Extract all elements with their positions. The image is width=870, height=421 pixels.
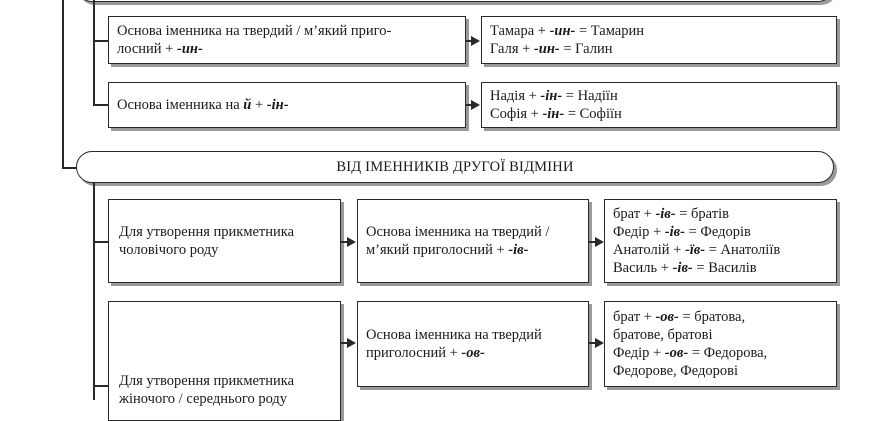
section2-group2-examples: [604, 301, 837, 387]
example-line: Федір + -ов- = Федорова,: [613, 345, 768, 361]
section1-branch-line: [93, 0, 95, 104]
example-line: Софія + -ін- = Софіїн: [490, 106, 622, 122]
main-spine-line: [62, 0, 64, 168]
suffix-text: -ин-: [177, 41, 203, 57]
section1-row2-examples: [481, 82, 837, 128]
section2-group2-rule: [357, 301, 589, 387]
example-line: братове, братові: [613, 327, 713, 343]
arrow-right-icon: [471, 100, 480, 110]
section2-group2-connector: [93, 385, 109, 387]
rule-line-1: Основа іменника на твердий / м’який приго-: [117, 23, 392, 39]
arrow-right-icon: [471, 36, 480, 46]
section2-heading-text: ВІД ІМЕННИКІВ ДРУГОЇ ВІДМІНИ: [336, 158, 574, 175]
section1-header-pill: [76, 0, 834, 2]
rule-line: Основа іменника на твердий: [366, 327, 542, 343]
section2-branch-line: [93, 183, 95, 400]
rule-line: приголосний + -ов-: [366, 345, 485, 361]
category-line: Для утворення прикметника: [119, 224, 295, 240]
rule-line-1: Основа іменника на й + -ін-: [117, 97, 289, 113]
example-line: Федір + -ів- = Федорів: [613, 224, 751, 240]
example-line: Анатолій + -їв- = Анатоліїв: [613, 242, 781, 258]
category-line: чоловічого роду: [119, 242, 219, 258]
section2-group1-rule: [357, 199, 589, 283]
section1-row2-connector: [93, 104, 109, 106]
example-line: брат + -ов- = братова,: [613, 309, 746, 325]
section2-group2-category: [108, 301, 341, 421]
arrow-right-icon: [347, 338, 356, 348]
section2-group1-connector: [93, 241, 109, 243]
example-line: брат + -ів- = братів: [613, 206, 729, 222]
arrow-right-icon: [347, 237, 356, 247]
section2-heading: [76, 151, 834, 183]
example-line: Надія + -ін- = Надіїн: [490, 88, 618, 104]
arrow-right-icon: [595, 237, 604, 247]
section1-row2-rule: [108, 82, 466, 128]
rule-line: Основа іменника на твердий /: [366, 224, 550, 240]
category-line: жіночого / середнього роду: [119, 391, 288, 407]
section1-row1-rule: [108, 16, 466, 64]
section2-group1-category: [108, 199, 341, 283]
example-line: Галя + -ин- = Галин: [490, 41, 613, 57]
example-line: Василь + -ів- = Василів: [613, 260, 757, 276]
arrow-right-icon: [595, 338, 604, 348]
section1-row1-examples: [481, 16, 837, 64]
section1-row1-connector: [93, 40, 109, 42]
section2-group1-examples: [604, 199, 837, 283]
category-line: Для утворення прикметника: [119, 373, 295, 389]
rule-line: м’який приголосний + -ів-: [366, 242, 529, 258]
example-line: Федорове, Федорові: [613, 363, 738, 379]
rule-line-2: лосний + -ин-: [117, 41, 203, 57]
example-line: Тамара + -ин- = Тамарин: [490, 23, 644, 39]
